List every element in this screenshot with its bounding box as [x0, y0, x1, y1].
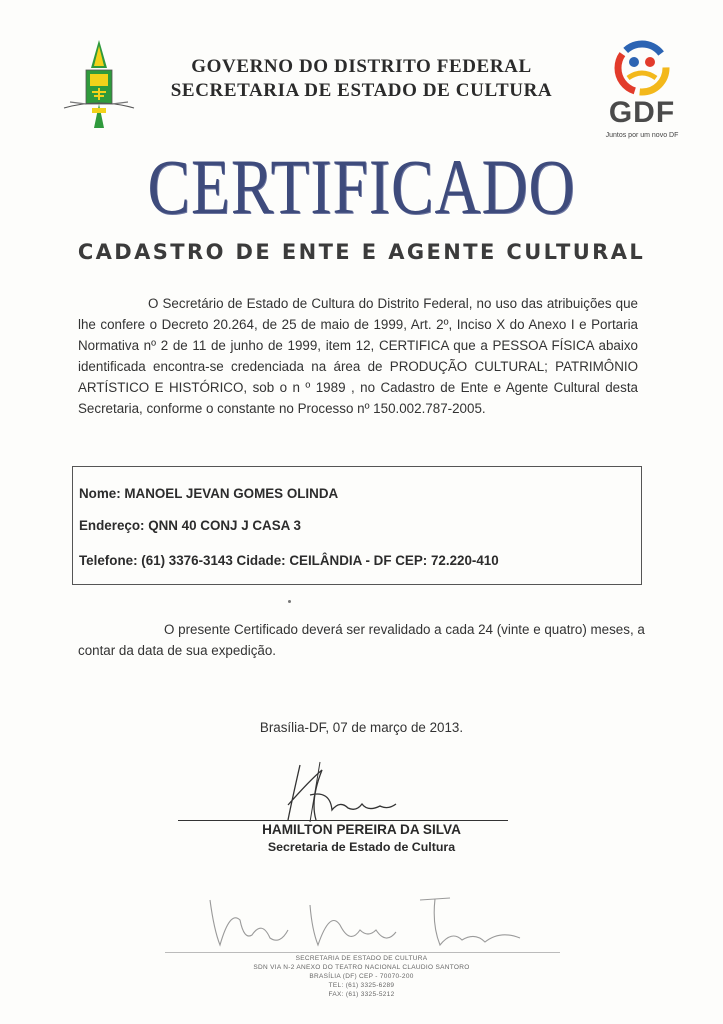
registrant-name: Nome: MANOEL JEVAN GOMES OLINDA: [79, 486, 339, 501]
government-name: GOVERNO DO DISTRITO FEDERAL: [191, 56, 532, 77]
registrant-info-box: [72, 466, 642, 585]
validity-paragraph: O presente Certificado deverá ser revalidado a cada 24 (vinte e quatro) meses, a contar da data de sua expedição.: [78, 622, 645, 658]
certification-paragraph: O Secretário de Estado de Cultura do Distrito Federal, no uso das atribuições que lhe confere o Decreto 20.264, de 25 de maio de 1999, Art. 2º, Inciso X do Anexo I e Portaria Normativa nº 2 de 11 de junho de 1999, item 12, CERTIFICA que a PESSOA FÍSICA abaixo identificada encontra-se credenciada na área de PRODUÇÃO CULTURAL; PATRIMÔNIO ARTÍSTICO E HISTÓRICO, sob o n º 1989 , no Cadastro de Ente e Agente Cultural desta Secretaria, conforme o constante no Processo nº 150.002.787-2005.: [78, 296, 638, 416]
stamp-city-cep: BRASÍLIA (DF) CEP - 70070-200: [309, 973, 414, 980]
signature-line: [178, 820, 508, 821]
signer-title: Secretaria de Estado de Cultura: [267, 840, 456, 854]
signer-name: HAMILTON PEREIRA DA SILVA: [262, 822, 461, 837]
registrant-phone-city-cep: Telefone: (61) 3376-3143 Cidade: CEILÂNDIA - DF CEP: 72.220-410: [79, 553, 499, 568]
stamp-phone: TEL: (61) 3325-6289: [328, 982, 395, 989]
certificate-title: CERTIFICADO: [147, 143, 576, 230]
scan-speck: [288, 600, 291, 603]
handwritten-stamp-signature: [200, 890, 540, 955]
stamp-fax: FAX: (61) 3325-5212: [328, 991, 395, 998]
stamp-secretariat: SECRETARIA DE ESTADO DE CULTURA: [295, 955, 428, 962]
certificate-subtitle: CADASTRO DE ENTE E AGENTE CULTURAL: [77, 240, 646, 264]
registrant-address: Endereço: QNN 40 CONJ J CASA 3: [79, 518, 301, 533]
gdf-logo-text: GDF: [608, 96, 676, 129]
issue-date: Brasília-DF, 07 de março de 2013.: [259, 720, 464, 735]
stamp-address: SDN VIA N-2 ANEXO DO TEATRO NACIONAL CLAUDIO SANTORO: [253, 964, 470, 971]
secretariat-name: SECRETARIA DE ESTADO DE CULTURA: [170, 80, 553, 101]
gdf-slogan: Juntos por um novo DF: [605, 132, 679, 139]
stamp-rule: [165, 952, 560, 953]
